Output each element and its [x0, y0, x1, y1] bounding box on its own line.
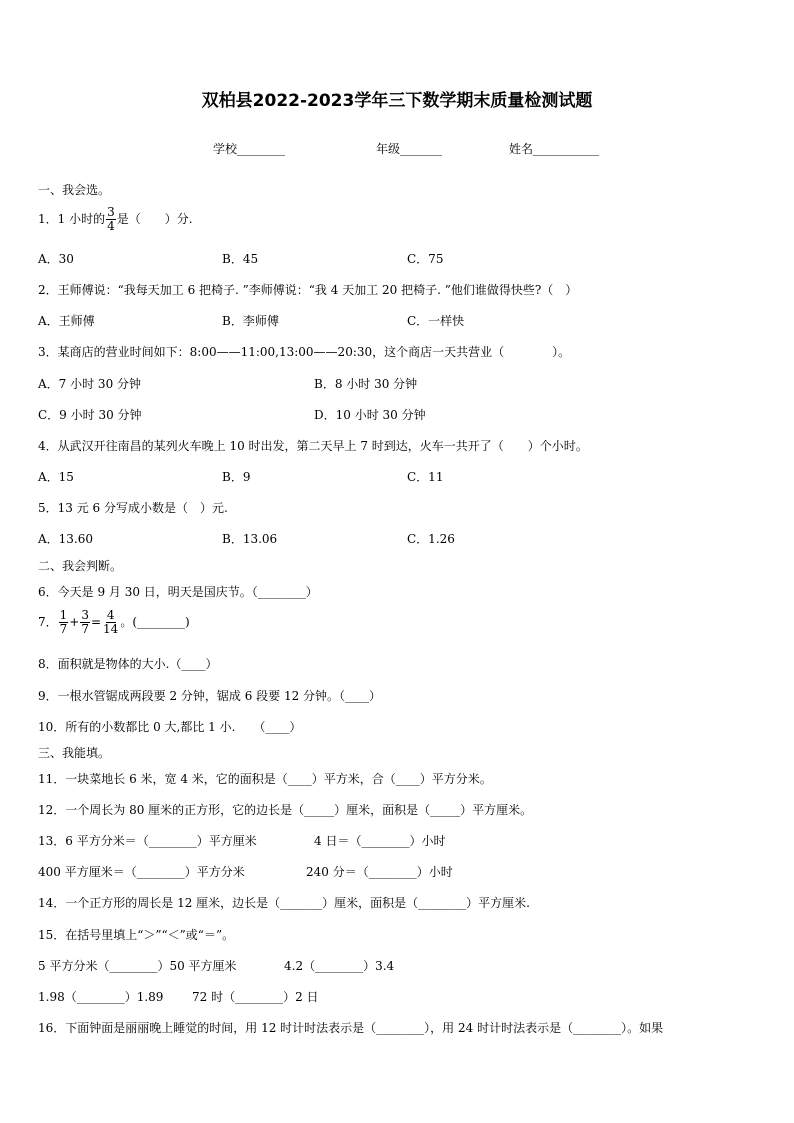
question-3: 3．某商店的营业时间如下：8:00——11:00,13:00——20:30，这个商店一天共营业（ ）。 — [38, 345, 571, 359]
question-1-prefix: 1．1 小时的 — [38, 212, 106, 226]
section-heading-judge: 二、我会判断。 — [38, 559, 123, 573]
section-heading-fill: 三、我能填。 — [38, 746, 111, 760]
q5-option-a: A．13.60 — [38, 532, 94, 546]
fraction-denominator: 7 — [81, 622, 89, 636]
plus-sign: + — [69, 615, 80, 629]
q5-option-c: C．1.26 — [407, 532, 455, 546]
equals-sign: = — [90, 615, 102, 629]
question-7 — [38, 609, 190, 636]
question-10: 10．所有的小数都比 0 大,都比 1 小. （____） — [38, 720, 302, 734]
fraction-denominator: 7 — [59, 622, 68, 636]
question-15-line-1a: 5 平方分米（________）50 平方厘米 — [38, 959, 237, 973]
question-16: 16．下面钟面是丽丽晚上睡觉的时间，用 12 时计时法表示是（________），用 24 时计时法表示是（________）。如果 — [38, 1021, 664, 1035]
q1-option-b: B．45 — [222, 252, 259, 266]
question-2: 2．王师傅说：“我每天加工 6 把椅子. ”李师傅说：“我 4 天加工 20 把椅子. ”他们谁做得快些?（ ） — [38, 283, 578, 297]
question-15-line-1b: 4.2（________）3.4 — [284, 959, 395, 973]
q2-option-c: C．一样快 — [407, 314, 465, 328]
section-heading-choice: 一、我会选。 — [38, 183, 111, 197]
fraction-numerator: 1 — [59, 608, 68, 622]
question-15-line-2a: 1.98（________）1.89 — [38, 990, 164, 1004]
q3-option-c: C．9 小时 30 分钟 — [38, 408, 142, 422]
question-7-suffix: 。(________) — [120, 615, 190, 629]
question-15: 15．在括号里填上“＞”“＜”或“＝”。 — [38, 928, 235, 942]
question-12: 12．一个周长为 80 厘米的正方形，它的边长是（_____）厘米，面积是（_____）平方厘米。 — [38, 803, 533, 817]
question-13-line-1b: 4 日＝（________）小时 — [314, 834, 446, 848]
q1-option-a: A．30 — [38, 252, 74, 266]
question-15-line-2b: 72 时（________）2 日 — [192, 990, 319, 1004]
question-13-line-2b: 240 分＝（________）小时 — [306, 865, 453, 879]
exam-title: 双柏县2022-2023学年三下数学期末质量检测试题 — [201, 91, 593, 111]
question-13-line-2a: 400 平方厘米＝（________）平方分米 — [38, 865, 245, 879]
question-14: 14．一个正方形的周长是 12 厘米，边长是（_______）厘米，面积是（________）平方厘米. — [38, 896, 530, 910]
fraction-3-4 — [106, 206, 116, 233]
question-8: 8．面积就是物体的大小.（____） — [38, 657, 218, 671]
grade-field: 年级_______ — [376, 142, 443, 156]
question-13-line-1a: 13．6 平方分米＝（________）平方厘米 — [38, 834, 257, 848]
fraction-numerator: 3 — [81, 608, 89, 622]
question-7-label: 7． — [38, 615, 58, 629]
q1-option-c: C．75 — [407, 252, 444, 266]
question-9: 9．一根水管锯成两段要 2 分钟，锯成 6 段要 12 分钟。（____） — [38, 689, 382, 703]
fraction-numerator: 3 — [107, 205, 115, 219]
school-field: 学校________ — [213, 142, 286, 156]
question-6: 6．今天是 9 月 30 日，明天是国庆节。（________） — [38, 585, 318, 599]
question-1-suffix: 是（ ）分. — [116, 212, 193, 226]
q2-option-b: B．李师傅 — [222, 314, 279, 328]
fraction-denominator: 4 — [107, 219, 115, 233]
fraction-4-14 — [102, 609, 119, 636]
fraction-numerator: 4 — [106, 608, 115, 622]
fraction-denominator: 14 — [103, 622, 119, 636]
q3-option-b: B．8 小时 30 分钟 — [314, 377, 418, 391]
q3-option-d: D．10 小时 30 分钟 — [314, 408, 426, 422]
question-1 — [38, 206, 193, 233]
fraction-1-7 — [59, 609, 69, 636]
question-4: 4．从武汉开往南昌的某列火车晚上 10 时出发，第二天早上 7 时到达，火车一共开了（ ）个小时。 — [38, 439, 588, 453]
q2-option-a: A．王师傅 — [38, 314, 95, 328]
fraction-3-7 — [80, 609, 90, 636]
q4-option-b: B．9 — [222, 470, 251, 484]
q4-option-c: C．11 — [407, 470, 444, 484]
q4-option-a: A．15 — [38, 470, 74, 484]
name-field: 姓名___________ — [509, 142, 600, 156]
question-11: 11．一块菜地长 6 米，宽 4 米，它的面积是（____）平方米，合（____）平方分米。 — [38, 772, 492, 786]
q5-option-b: B．13.06 — [222, 532, 278, 546]
question-5: 5．13 元 6 分写成小数是（ ）元. — [38, 501, 228, 515]
q3-option-a: A．7 小时 30 分钟 — [38, 377, 142, 391]
